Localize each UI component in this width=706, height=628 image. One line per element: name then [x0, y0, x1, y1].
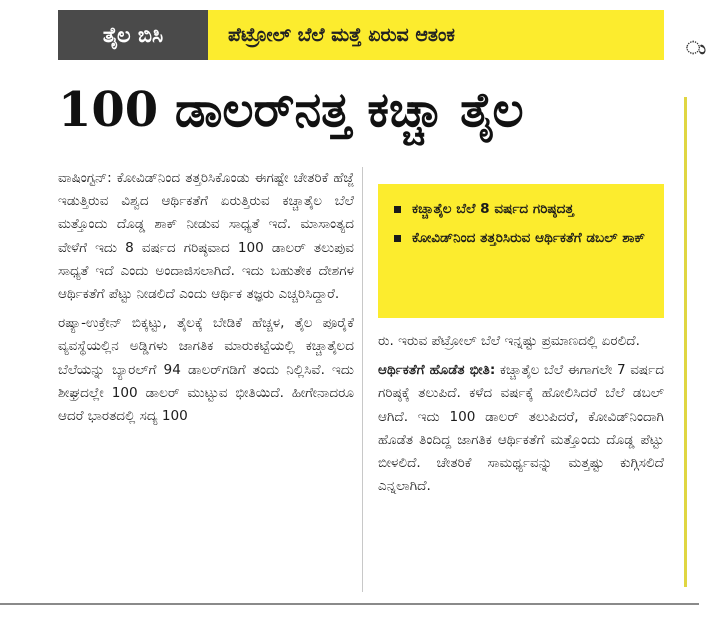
highlights-list [394, 198, 650, 250]
article-paragraph [378, 359, 664, 498]
highlight-text: ಕಚ್ಚಾತೈಲ ಬೆಲೆ 8 ವರ್ಷದ ಗರಿಷ್ಠದತ್ತ [412, 201, 574, 217]
highlight-item [394, 227, 650, 250]
section-kicker [58, 10, 208, 60]
adjacent-article-fragment: ು [686, 38, 706, 59]
highlights-box [378, 184, 664, 318]
article-paragraph: ರಷ್ಯಾ-ಉಕ್ರೇನ್ ಬಿಕ್ಕಟ್ಟು, ತೈಲಕ್ಕೆ ಬೇಡಿಕೆ ಹೆಚ್ಚಳ, ತೈಲ ಪೂರೈಕೆ ವ್ಯವಸ್ಥೆಯಲ್ಲಿನ ಅಡ್ಡಿಗಳು ಜಾಗತಿಕ ಮಾರುಕಟ್ಟೆಯಲ್ಲಿ ಕಚ್ಚಾತೈಲದ ಬೆಲೆಯನ್ನು ಬ್ಯಾರಲ್‌ಗೆ 94 ಡಾಲರ್‌ಗಡಿಗೆ ತಂದು ನಿಲ್ಲಿಸಿವೆ. ಇದು ಶೀಘ್ರದಲ್ಲೇ 100 ಡಾಲರ್ ಮುಟ್ಟುವ ಭೀತಿಯಿದೆ. ಹೀಗೇನಾದರೂ ಆದರೆ ಭಾರತದಲ್ಲಿ ಸದ್ಯ 100 [58, 315, 354, 425]
bottom-rule [0, 603, 699, 605]
article-subhead: ಆರ್ಥಿಕತೆಗೆ ಹೊಡೆತ ಭೀತಿ: [378, 362, 496, 379]
article-paragraph: ರು. ಇರುವ ಪೆಟ್ರೋಲ್ ಬೆಲೆ ಇನ್ನಷ್ಟು ಪ್ರಮಾಣದಲ್ಲಿ ಏರಲಿದೆ. [378, 333, 640, 349]
article-column-left [58, 167, 354, 428]
headline: 100 ಡಾಲರ್‌ನತ್ತ ಕಚ್ಚಾ ತೈಲ [58, 82, 524, 138]
highlight-text: ಕೋವಿಡ್‌ನಿಂದ ತತ್ತರಿಸಿರುವ ಆರ್ಥಿಕತೆಗೆ ಡಬಲ್ ಶಾಕ್ [412, 230, 645, 246]
column-divider [362, 167, 363, 592]
square-bullet-icon [394, 206, 401, 213]
square-bullet-icon [394, 235, 401, 242]
kicker-tagline-banner [208, 10, 664, 60]
article-column-right [378, 330, 664, 498]
section-kicker-label: ತೈಲ ಬಿಸಿ [102, 22, 164, 47]
article-paragraph: ವಾಷಿಂಗ್ಟನ್: ಕೋವಿಡ್‌ನಿಂದ ತತ್ತರಿಸಿಕೊಂಡು ಈಗಷ್ಟೇ ಚೇತರಿಕೆ ಹೆಜ್ಜೆ ಇಡುತ್ತಿರುವ ವಿಶ್ವದ ಆರ್ಥಿಕತೆಗೆ ಏರುತ್ತಿರುವ ಕಚ್ಚಾತೈಲ ಬೆಲೆ ಮತ್ತೊಂದು ದೊಡ್ಡ ಶಾಕ್ ನೀಡುವ ಸಾಧ್ಯತೆ ಇದೆ. ಮಾಸಾಂತ್ಯದ ವೇಳೆಗೆ ಇದು 8 ವರ್ಷದ ಗರಿಷ್ಠವಾದ 100 ಡಾಲರ್ ತಲುಪುವ ಸಾಧ್ಯತೆ ಇದೆ ಎಂದು ಅಂದಾಜಿಸಲಾಗಿದೆ. ಇದು ಬಹುತೇಕ ದೇಶಗಳ ಆರ್ಥಿಕತೆಗೆ ಪೆಟ್ಟು ನೀಡಲಿದೆ ಎಂದು ಆರ್ಥಿಕ ತಜ್ಞರು ಎಚ್ಚರಿಸಿದ್ದಾರೆ. [58, 170, 354, 303]
kicker-tagline-text: ಪೆಟ್ರೋಲ್ ಬೆಲೆ ಮತ್ತೆ ಏರುವ ಆತಂಕ [228, 24, 455, 46]
article-paragraph-body: ಕಚ್ಚಾತೈಲ ಬೆಲೆ ಈಗಾಗಲೇ 7 ವರ್ಷದ ಗರಿಷ್ಠಕ್ಕೆ ತಲುಪಿದೆ. ಕಳೆದ ವರ್ಷಕ್ಕೆ ಹೋಲಿಸಿದರೆ ಬೆಲೆ ಡಬಲ್ ಆಗಿದೆ. ಇದು 100 ಡಾಲರ್ ತಲುಪಿದರೆ, ಕೋವಿಡ್‌ನಿಂದಾಗಿ ಹೊಡೆತ ತಿಂದಿದ್ದ ಜಾಗತಿಕ ಆರ್ಥಿಕತೆಗೆ ಮತ್ತೊಂದು ದೊಡ್ಡ ಪೆಟ್ಟು ಬೀಳಲಿದೆ. ಚೇತರಿಕೆ ಸಾಮರ್ಥ್ಯವನ್ನು ಮತ್ತಷ್ಟು ಕುಗ್ಗಿಸಲಿದೆ ಎನ್ನಲಾಗಿದೆ. [378, 362, 664, 495]
highlight-item [394, 198, 650, 221]
adjacent-box-border [684, 97, 687, 587]
